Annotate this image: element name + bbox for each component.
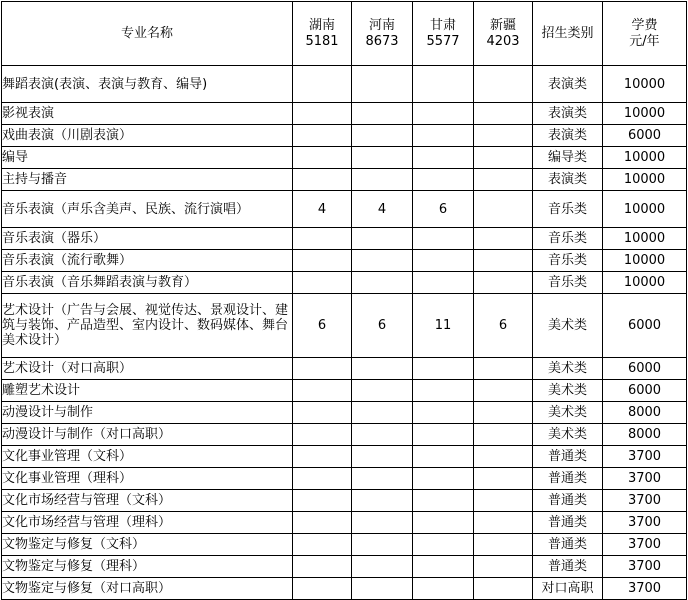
hunan-quota-cell: 6 bbox=[293, 294, 352, 358]
xinjiang-quota-cell bbox=[474, 380, 533, 402]
category-cell: 美术类 bbox=[533, 380, 603, 402]
xinjiang-quota-cell bbox=[474, 125, 533, 147]
xinjiang-quota-cell bbox=[474, 169, 533, 191]
province-code: 5181 bbox=[305, 33, 339, 49]
xinjiang-quota-cell bbox=[474, 272, 533, 294]
category-cell: 音乐类 bbox=[533, 228, 603, 250]
xinjiang-quota-cell bbox=[474, 490, 533, 512]
category-cell: 普通类 bbox=[533, 512, 603, 534]
header-province-xinjiang bbox=[474, 2, 533, 66]
hunan-quota-cell bbox=[293, 66, 352, 103]
table-row bbox=[2, 103, 687, 125]
gansu-quota-cell bbox=[413, 103, 474, 125]
xinjiang-quota-cell bbox=[474, 402, 533, 424]
major-name-cell: 文化市场经营与管理（文科） bbox=[2, 490, 293, 512]
xinjiang-quota-cell bbox=[474, 578, 533, 600]
xinjiang-quota-cell bbox=[474, 424, 533, 446]
major-name-cell: 艺术设计（对口高职） bbox=[2, 358, 293, 380]
xinjiang-quota-cell bbox=[474, 446, 533, 468]
gansu-quota-cell bbox=[413, 125, 474, 147]
category-cell: 表演类 bbox=[533, 125, 603, 147]
major-name-cell: 戏曲表演（川剧表演） bbox=[2, 125, 293, 147]
category-cell: 对口高职 bbox=[533, 578, 603, 600]
gansu-quota-cell bbox=[413, 578, 474, 600]
gansu-quota-cell bbox=[413, 534, 474, 556]
gansu-quota-cell bbox=[413, 147, 474, 169]
henan-quota-cell bbox=[352, 468, 413, 490]
fee-cell: 10000 bbox=[603, 191, 687, 228]
table-row bbox=[2, 512, 687, 534]
header-major-name: 专业名称 bbox=[2, 2, 293, 66]
major-name-cell: 艺术设计（广告与会展、视觉传达、景观设计、建筑与装饰、产品造型、室内设计、数码媒体、舞台美术设计） bbox=[2, 294, 293, 358]
hunan-quota-cell bbox=[293, 358, 352, 380]
hunan-quota-cell bbox=[293, 147, 352, 169]
fee-cell: 8000 bbox=[603, 402, 687, 424]
table-row bbox=[2, 490, 687, 512]
xinjiang-quota-cell bbox=[474, 103, 533, 125]
hunan-quota-cell bbox=[293, 534, 352, 556]
category-cell: 普通类 bbox=[533, 468, 603, 490]
henan-quota-cell bbox=[352, 534, 413, 556]
fee-cell: 3700 bbox=[603, 534, 687, 556]
gansu-quota-cell bbox=[413, 556, 474, 578]
province-name: 河南 bbox=[368, 17, 395, 33]
hunan-quota-cell bbox=[293, 512, 352, 534]
category-cell: 美术类 bbox=[533, 358, 603, 380]
henan-quota-cell bbox=[352, 358, 413, 380]
header-province-gansu bbox=[413, 2, 474, 66]
table-row bbox=[2, 294, 687, 358]
gansu-quota-cell bbox=[413, 380, 474, 402]
header-province-hunan bbox=[293, 2, 352, 66]
major-name-cell: 音乐表演（器乐） bbox=[2, 228, 293, 250]
fee-cell: 10000 bbox=[603, 272, 687, 294]
xinjiang-quota-cell bbox=[474, 191, 533, 228]
category-cell: 美术类 bbox=[533, 294, 603, 358]
fee-cell: 3700 bbox=[603, 446, 687, 468]
fee-cell: 6000 bbox=[603, 358, 687, 380]
category-cell: 编导类 bbox=[533, 147, 603, 169]
hunan-quota-cell bbox=[293, 468, 352, 490]
table-row bbox=[2, 250, 687, 272]
major-name-cell: 音乐表演（音乐舞蹈表演与教育） bbox=[2, 272, 293, 294]
xinjiang-quota-cell bbox=[474, 468, 533, 490]
gansu-quota-cell: 11 bbox=[413, 294, 474, 358]
header-row bbox=[2, 2, 687, 66]
province-code: 4203 bbox=[486, 33, 520, 49]
table-row bbox=[2, 468, 687, 490]
gansu-quota-cell bbox=[413, 402, 474, 424]
gansu-quota-cell bbox=[413, 468, 474, 490]
major-name-cell: 动漫设计与制作 bbox=[2, 402, 293, 424]
fee-cell: 6000 bbox=[603, 380, 687, 402]
category-cell: 美术类 bbox=[533, 424, 603, 446]
table-row bbox=[2, 446, 687, 468]
henan-quota-cell bbox=[352, 103, 413, 125]
fee-cell: 10000 bbox=[603, 228, 687, 250]
hunan-quota-cell bbox=[293, 490, 352, 512]
table-row bbox=[2, 556, 687, 578]
xinjiang-quota-cell bbox=[474, 534, 533, 556]
admissions-table bbox=[1, 1, 687, 600]
hunan-quota-cell bbox=[293, 169, 352, 191]
category-cell: 普通类 bbox=[533, 534, 603, 556]
hunan-quota-cell bbox=[293, 380, 352, 402]
table-row bbox=[2, 272, 687, 294]
header-province-henan bbox=[352, 2, 413, 66]
xinjiang-quota-cell: 6 bbox=[474, 294, 533, 358]
province-name: 湖南 bbox=[308, 17, 335, 33]
henan-quota-cell bbox=[352, 578, 413, 600]
major-name-cell: 动漫设计与制作（对口高职） bbox=[2, 424, 293, 446]
henan-quota-cell bbox=[352, 380, 413, 402]
table-row bbox=[2, 147, 687, 169]
gansu-quota-cell bbox=[413, 424, 474, 446]
hunan-quota-cell bbox=[293, 250, 352, 272]
fee-cell: 3700 bbox=[603, 578, 687, 600]
fee-cell: 6000 bbox=[603, 125, 687, 147]
major-name-cell: 音乐表演（流行歌舞） bbox=[2, 250, 293, 272]
province-name: 甘肃 bbox=[429, 17, 456, 33]
fee-cell: 3700 bbox=[603, 512, 687, 534]
henan-quota-cell bbox=[352, 556, 413, 578]
fee-cell: 3700 bbox=[603, 468, 687, 490]
fee-label: 学费 bbox=[631, 17, 658, 33]
major-name-cell: 文化市场经营与管理（理科） bbox=[2, 512, 293, 534]
henan-quota-cell bbox=[352, 512, 413, 534]
henan-quota-cell bbox=[352, 402, 413, 424]
xinjiang-quota-cell bbox=[474, 66, 533, 103]
fee-cell: 3700 bbox=[603, 490, 687, 512]
fee-cell: 10000 bbox=[603, 250, 687, 272]
gansu-quota-cell bbox=[413, 66, 474, 103]
henan-quota-cell bbox=[352, 446, 413, 468]
xinjiang-quota-cell bbox=[474, 228, 533, 250]
hunan-quota-cell bbox=[293, 446, 352, 468]
major-name-cell: 文物鉴定与修复（理科） bbox=[2, 556, 293, 578]
table-row bbox=[2, 358, 687, 380]
hunan-quota-cell: 4 bbox=[293, 191, 352, 228]
header-fee bbox=[603, 2, 687, 66]
fee-cell: 6000 bbox=[603, 294, 687, 358]
henan-quota-cell: 4 bbox=[352, 191, 413, 228]
category-cell: 普通类 bbox=[533, 490, 603, 512]
province-name: 新疆 bbox=[489, 17, 516, 33]
province-code: 8673 bbox=[365, 33, 399, 49]
major-name-cell: 音乐表演（声乐含美声、民族、流行演唱） bbox=[2, 191, 293, 228]
henan-quota-cell bbox=[352, 250, 413, 272]
category-cell: 普通类 bbox=[533, 556, 603, 578]
major-name-cell: 舞蹈表演(表演、表演与教育、编导) bbox=[2, 66, 293, 103]
category-cell: 表演类 bbox=[533, 169, 603, 191]
table-row bbox=[2, 380, 687, 402]
hunan-quota-cell bbox=[293, 125, 352, 147]
gansu-quota-cell bbox=[413, 446, 474, 468]
fee-cell: 10000 bbox=[603, 103, 687, 125]
table-row bbox=[2, 125, 687, 147]
henan-quota-cell bbox=[352, 66, 413, 103]
major-name-cell: 编导 bbox=[2, 147, 293, 169]
hunan-quota-cell bbox=[293, 228, 352, 250]
hunan-quota-cell bbox=[293, 402, 352, 424]
xinjiang-quota-cell bbox=[474, 512, 533, 534]
major-name-cell: 主持与播音 bbox=[2, 169, 293, 191]
gansu-quota-cell bbox=[413, 358, 474, 380]
gansu-quota-cell bbox=[413, 228, 474, 250]
gansu-quota-cell bbox=[413, 490, 474, 512]
table-row bbox=[2, 169, 687, 191]
gansu-quota-cell: 6 bbox=[413, 191, 474, 228]
fee-cell: 3700 bbox=[603, 556, 687, 578]
xinjiang-quota-cell bbox=[474, 358, 533, 380]
henan-quota-cell bbox=[352, 228, 413, 250]
fee-cell: 10000 bbox=[603, 147, 687, 169]
major-name-cell: 文物鉴定与修复（对口高职） bbox=[2, 578, 293, 600]
header-category: 招生类别 bbox=[533, 2, 603, 66]
table-row bbox=[2, 228, 687, 250]
xinjiang-quota-cell bbox=[474, 250, 533, 272]
category-cell: 音乐类 bbox=[533, 272, 603, 294]
table-row bbox=[2, 66, 687, 103]
fee-unit: 元/年 bbox=[629, 33, 660, 49]
henan-quota-cell bbox=[352, 490, 413, 512]
table-row bbox=[2, 424, 687, 446]
fee-cell: 8000 bbox=[603, 424, 687, 446]
fee-cell: 10000 bbox=[603, 169, 687, 191]
category-cell: 表演类 bbox=[533, 103, 603, 125]
fee-cell: 10000 bbox=[603, 66, 687, 103]
hunan-quota-cell bbox=[293, 578, 352, 600]
henan-quota-cell bbox=[352, 169, 413, 191]
major-name-cell: 文化事业管理（文科） bbox=[2, 446, 293, 468]
gansu-quota-cell bbox=[413, 250, 474, 272]
hunan-quota-cell bbox=[293, 272, 352, 294]
major-name-cell: 文物鉴定与修复（文科） bbox=[2, 534, 293, 556]
category-cell: 普通类 bbox=[533, 446, 603, 468]
major-name-cell: 文化事业管理（理科） bbox=[2, 468, 293, 490]
hunan-quota-cell bbox=[293, 103, 352, 125]
category-cell: 音乐类 bbox=[533, 191, 603, 228]
table-row bbox=[2, 191, 687, 228]
category-cell: 音乐类 bbox=[533, 250, 603, 272]
hunan-quota-cell bbox=[293, 556, 352, 578]
category-cell: 表演类 bbox=[533, 66, 603, 103]
henan-quota-cell bbox=[352, 147, 413, 169]
henan-quota-cell bbox=[352, 125, 413, 147]
gansu-quota-cell bbox=[413, 512, 474, 534]
hunan-quota-cell bbox=[293, 424, 352, 446]
xinjiang-quota-cell bbox=[474, 147, 533, 169]
gansu-quota-cell bbox=[413, 272, 474, 294]
henan-quota-cell bbox=[352, 424, 413, 446]
table-row bbox=[2, 534, 687, 556]
table-row bbox=[2, 402, 687, 424]
province-code: 5577 bbox=[426, 33, 460, 49]
major-name-cell: 影视表演 bbox=[2, 103, 293, 125]
table-row bbox=[2, 578, 687, 600]
henan-quota-cell bbox=[352, 272, 413, 294]
major-name-cell: 雕塑艺术设计 bbox=[2, 380, 293, 402]
xinjiang-quota-cell bbox=[474, 556, 533, 578]
gansu-quota-cell bbox=[413, 169, 474, 191]
category-cell: 美术类 bbox=[533, 402, 603, 424]
henan-quota-cell: 6 bbox=[352, 294, 413, 358]
